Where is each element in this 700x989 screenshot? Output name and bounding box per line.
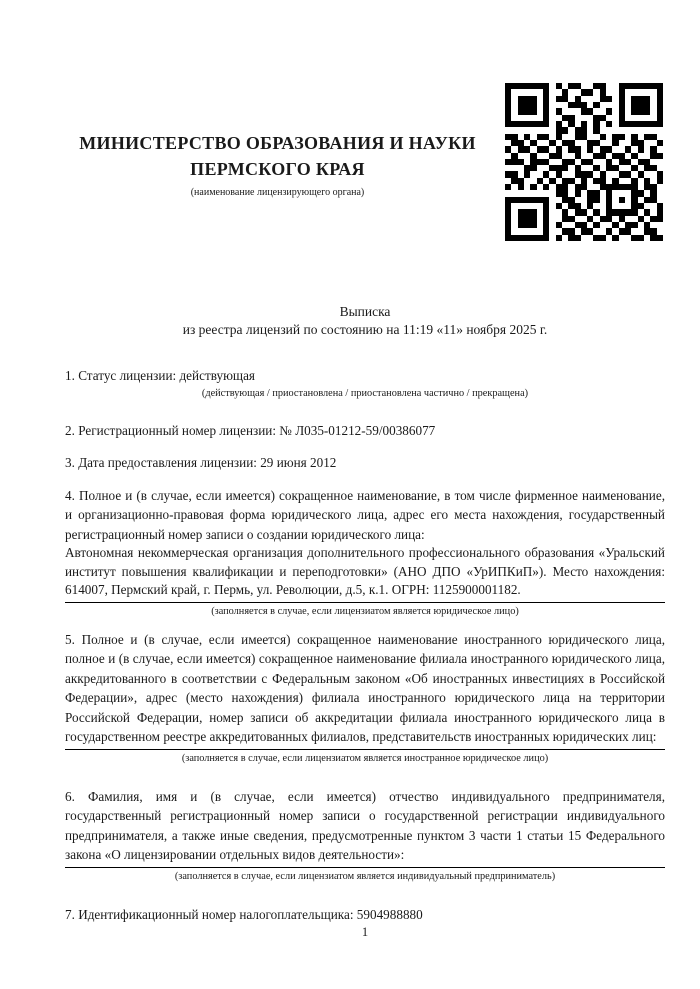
- clause-individual-entrepreneur: [65, 787, 665, 884]
- registration-number-text: 2. Регистрационный номер лицензии: № Л035-01212-59/00386077: [65, 422, 436, 438]
- fill-line: [65, 602, 665, 603]
- document-title-line2: из реестра лицензий по состоянию на 11:19 «11» ноября 2025 г.: [182, 321, 548, 337]
- taxpayer-id-text: 7. Идентификационный номер налогоплательщика: 5904988880: [65, 906, 423, 922]
- licensing-authority-header: [65, 130, 490, 199]
- page-number: 1: [361, 925, 369, 939]
- ministry-name-line2: ПЕРМСКОГО КРАЯ: [190, 159, 365, 179]
- foreign-entity-text: 5. Полное и (в случае, если имеется) сокращенное наименование иностранного юридического лица, полное и (в случае, если имеется) сокращенное наименование филиала иностранного юридического лица, аккредитованного в соответствии с Федеральным законом «Об иностранных инвестициях в Российской Федерации», адрес (место нахождения) филиала иностранного юридического лица на территории Российской Федерации, номер записи об аккредитации филиала иностранного юридического лица в государственном реестре аккредитованных филиалов, представительств иностранных юридических лиц:: [65, 631, 665, 744]
- individual-entrepreneur-caption: (заполняется в случае, если лицензиатом является индивидуальный предприниматель): [174, 870, 556, 882]
- individual-entrepreneur-text: 6. Фамилия, имя и (в случае, если имеется) отчество индивидуального предпринимателя, государственный регистрационный номер записи о государственной регистрации индивидуального предпринимателя, а также иные сведения, предусмотренные пунктом 3 части 1 статьи 15 Федерального закона «О лицензировании отдельных видов деятельности»:: [65, 788, 665, 862]
- legal-entity-value: Автономная некоммерческая организация дополнительного профессионального образования «Уральский институт повышения квалификации и переподготовки» (АНО ДПО «УрИПКиП»). Место нахождения: 614007, Пермский край, г. Пермь, ул. Революции, д.5, к.1. ОГРН: 1125900001182.: [65, 545, 665, 597]
- clause-foreign-entity: [65, 630, 665, 766]
- clause-license-status: [65, 366, 665, 401]
- clause-taxpayer-id: [65, 905, 665, 925]
- legal-entity-text: 4. Полное и (в случае, если имеется) сокращенное наименование, в том числе фирменное наименование, и организационно-правовая форма юридического лица, адрес его места нахождения, государственный регистрационный номер записи о создании юридического лица:: [65, 487, 665, 542]
- qr-code: [505, 83, 663, 241]
- document-title-line1: Выписка: [339, 304, 391, 319]
- fill-line: [65, 867, 665, 868]
- clause-grant-date: [65, 453, 665, 473]
- ministry-caption: (наименование лицензирующего органа): [190, 187, 365, 198]
- document-body: [65, 303, 665, 937]
- clause-registration-number: [65, 421, 665, 441]
- foreign-entity-caption: (заполняется в случае, если лицензиатом является иностранное юридическое лицо): [181, 752, 549, 764]
- license-status-caption: (действующая / приостановлена / приостановлена частично / прекращена): [201, 387, 529, 399]
- ministry-name-line1: МИНИСТЕРСТВО ОБРАЗОВАНИЯ И НАУКИ: [79, 133, 476, 153]
- document-title: [65, 303, 665, 338]
- license-status-text: 1. Статус лицензии: действующая: [65, 368, 256, 383]
- grant-date-text: 3. Дата предоставления лицензии: 29 июня 2012: [65, 455, 337, 470]
- legal-entity-caption: (заполняется в случае, если лицензиатом является юридическое лицо): [211, 605, 519, 617]
- clause-legal-entity: [65, 486, 665, 619]
- fill-line: [65, 749, 665, 750]
